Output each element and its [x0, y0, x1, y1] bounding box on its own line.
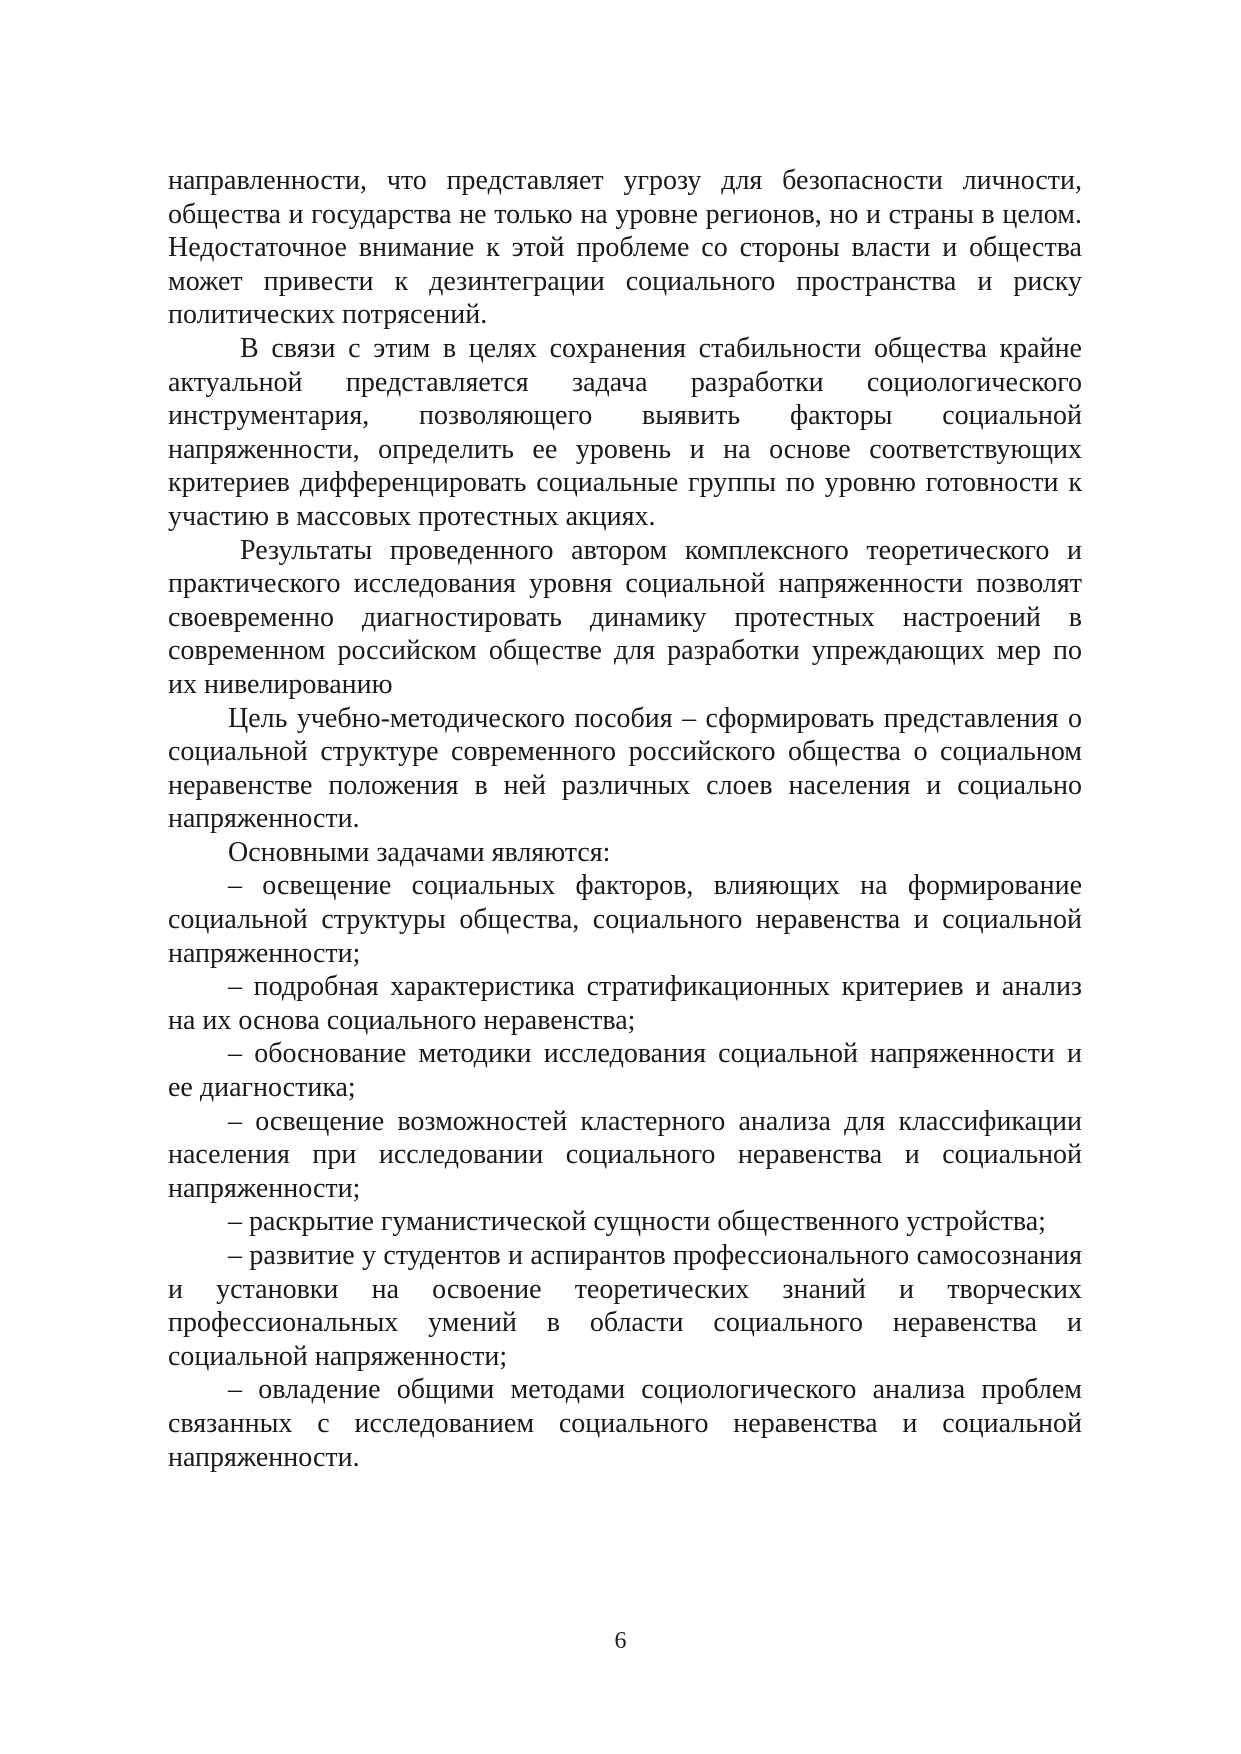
task-item-1: – освещение социальных факторов, влияющих на формирование социальной структуры общества, социального неравенства и социальной напряженности;	[168, 870, 1082, 969]
text-body	[168, 164, 1082, 1474]
task-item-5: – раскрытие гуманистической сущности общественного устройства;	[228, 1206, 1046, 1238]
task-item-6: – развитие у студентов и аспирантов профессионального самосознания и установки на освоение теоретических знаний и творческих профессиональных умений в области социального неравенства и социальной напряженности;	[168, 1240, 1082, 1372]
task-item-3: – обоснование методики исследования социальной напряженности и ее диагностика;	[168, 1038, 1082, 1104]
task-item-2: – подробная характеристика стратификационных критериев и анализ на их основа социального неравенства;	[168, 971, 1082, 1036]
task-item-7: – овладение общими методами социологического анализа проблем связанных с исследованием социального неравенства и социальной напряженности.	[168, 1374, 1082, 1473]
paragraph-results: Результаты проведенного автором комплексного теоретического и практического исследования уровня социальной напряженности позволят своевременно диагностировать динамику протестных настроений в современном российском обществе для разработки упреждающих мер по их нивелированию	[168, 534, 1082, 700]
paragraph-continuation: направленности, что представляет угрозу для безопасности личности, общества и государства не только на уровне регионов, но и страны в целом. Недостаточное внимание к этой проблеме со стороны власти и общества может привести к дезинтеграции социального пространства и риску политических потрясений.	[168, 165, 1082, 331]
paragraph-tasks-intro: Основными задачами являются:	[228, 836, 611, 868]
task-item-4: – освещение возможностей кластерного анализа для классификации населения при исследовании социального неравенства и социальной напряженности;	[168, 1105, 1082, 1204]
page-number: 6	[614, 1628, 627, 1654]
paragraph-goal: Цель учебно-методического пособия – сформировать представления о социальной структуре современного российского общества о социальном неравенстве положения в ней различных слоев населения и социально напряженности.	[168, 702, 1082, 835]
paragraph-stability: В связи с этим в целях сохранения стабильности общества крайне актуальной представляется задача разработки социологического инструментария, позволяющего выявить факторы социальной напряженности, определить ее уровень и на основе соответствующих критериев дифференцировать социальные группы по уровню готовности к участию в массовых протестных акциях.	[168, 332, 1082, 532]
